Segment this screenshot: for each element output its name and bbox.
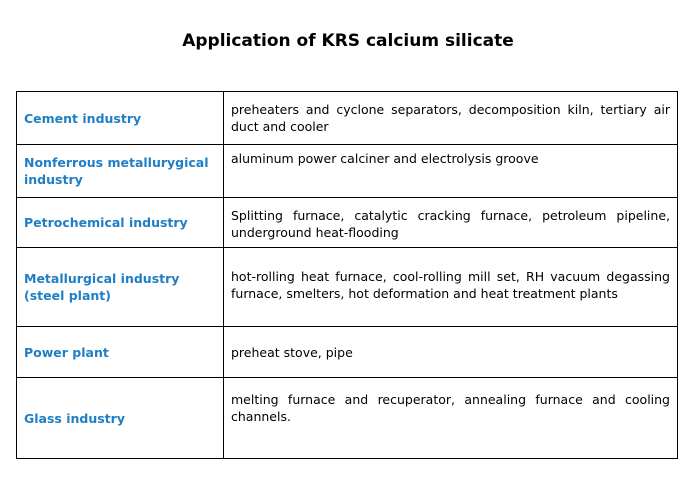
table-row	[17, 327, 678, 378]
applications-cell: hot-rolling heat furnace, cool-rolling mill set, RH vacuum degassing furnace, smelters, hot deformation and heat treatment plants	[224, 248, 678, 327]
applications-cell: preheaters and cyclone separators, decomposition kiln, tertiary air duct and cooler	[224, 92, 678, 145]
industry-cell: Glass industry	[17, 378, 224, 459]
table-row	[17, 378, 678, 459]
table-row	[17, 198, 678, 248]
industry-cell: Cement industry	[17, 92, 224, 145]
applications-cell: aluminum power calciner and electrolysis groove	[224, 145, 678, 198]
applications-cell: preheat stove, pipe	[224, 327, 678, 378]
applications-cell: Splitting furnace, catalytic cracking furnace, petroleum pipeline, underground heat-flooding	[224, 198, 678, 248]
application-table	[16, 91, 678, 459]
applications-cell: melting furnace and recuperator, annealing furnace and cooling channels.	[224, 378, 678, 459]
document-title: Application of KRS calcium silicate	[182, 31, 514, 51]
table-row	[17, 145, 678, 198]
industry-cell: Petrochemical industry	[17, 198, 224, 248]
table-row	[17, 92, 678, 145]
table-row	[17, 248, 678, 327]
industry-cell: Metallurgical industry (steel plant)	[17, 248, 224, 327]
industry-cell: Nonferrous metallurygical industry	[17, 145, 224, 198]
industry-cell: Power plant	[17, 327, 224, 378]
